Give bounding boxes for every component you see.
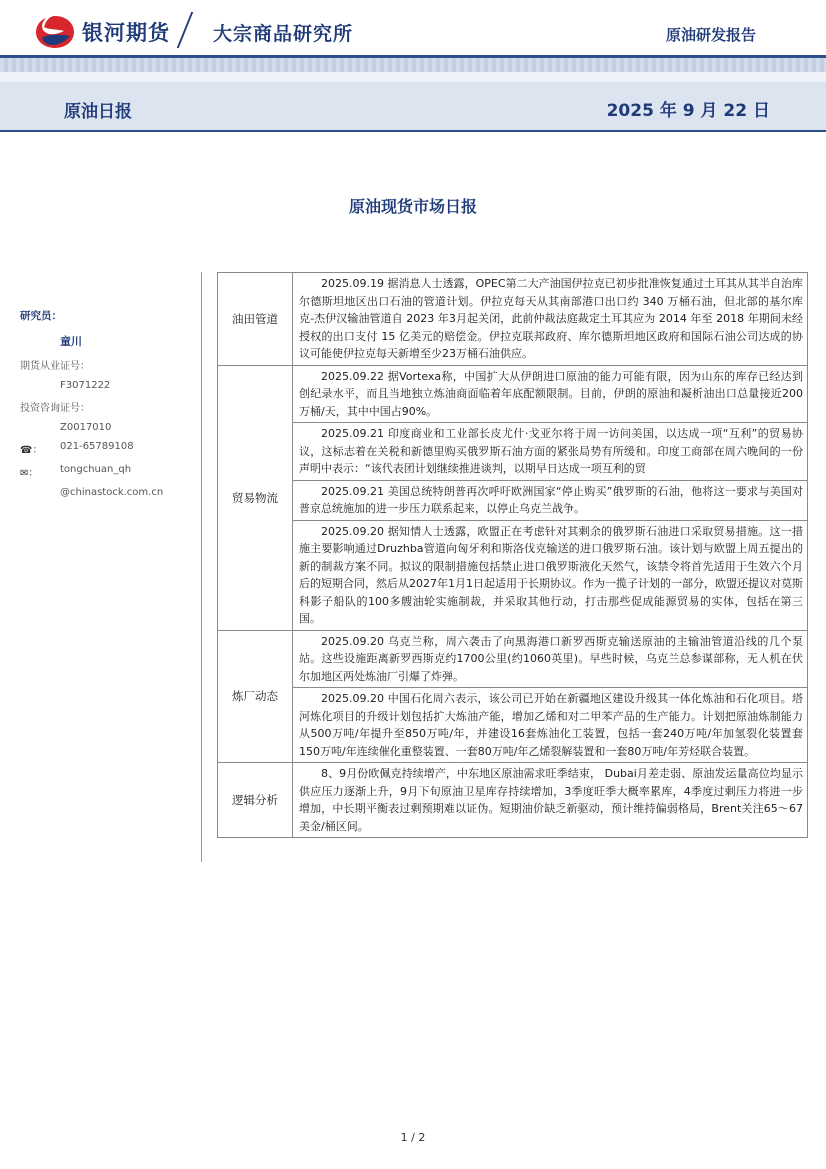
email-icon: ✉： <box>20 468 39 479</box>
table-row <box>218 688 808 763</box>
invest-cert-label: 投资咨询证号： <box>20 403 90 414</box>
category-refinery: 炼厂动态 <box>218 630 293 763</box>
table-row <box>218 763 808 838</box>
table-row <box>218 480 808 520</box>
table-row <box>218 520 808 630</box>
news-item: 2025.09.19 据消息人士透露，OPEC第二大产油国伊拉克已初步批准恢复通过土耳其从其半自治库尔德斯坦地区出口石油的管道计划。伊拉克每天从其南部港口出口约 340 万桶石油，但北部的基尔库克-杰伊汉输油管道自 2023 年3月起关闭，此前仲裁法庭裁定土耳其应为 2014 年至 2018 年期间未经授权的出口支付 15 亿美元的赔偿金。伊拉克联邦政府、库尔德斯坦地区政府和国际石油公司达成的协议可能使伊拉克每天新增至少23万桶石油供应。 <box>293 273 808 366</box>
news-item: 2025.09.21 印度商业和工业部长皮尤什·戈亚尔将于周一访问美国，以达成一项“互利”的贸易协议，这标志着在关税和新德里购买俄罗斯石油方面的紧张局势有所缓和。印度工商部在周六晚间的一份声明中表示：“该代表团计划继续推进谈判，以期早日达成一项互利的贸 <box>293 423 808 481</box>
table-row <box>218 273 808 366</box>
header-band <box>0 58 826 72</box>
news-item: 2025.09.20 中国石化周六表示，该公司已开始在新疆地区建设升级其一体化炼油和石化项目。塔河炼化项目的升级计划包括扩大炼油产能，增加乙烯和对二甲苯产品的生产能力。计划把原油炼制能力从500万吨/年提升至850万吨/年，并建设16套炼油化工装置，包括一套240万吨/年加氢裂化装置套150万吨/年连续催化重整装置、一套80万吨/年乙烯裂解装置和一套80万吨/年芳烃联合装置。 <box>293 688 808 763</box>
sidebar-divider <box>201 272 202 862</box>
page-number: 1 / 2 <box>400 1131 426 1144</box>
email-user: tongchuan_qh <box>60 464 132 475</box>
header-band-light <box>0 72 826 82</box>
galaxy-futures-logo-icon <box>34 14 76 50</box>
news-item: 8、9月份欧佩克持续增产，中东地区原油需求旺季结束， Dubai月差走弱、原油发运量高位均显示供应压力逐渐上升，9月下旬原油卫星库存持续增加，3季度旺季大概率累库，4季度过剩压力将进一步增加，中长期平衡表过剩预期难以证伪。短期油价缺乏新驱动，预计维持偏弱格局，Brent关注65～67美金/桶区间。 <box>293 763 808 838</box>
invest-cert-number: Z0017010 <box>60 422 112 433</box>
table-row <box>218 630 808 688</box>
news-item: 2025.09.20 据知情人士透露，欧盟正在考虑针对其剩余的俄罗斯石油进口采取贸易措施。这一措施主要影响通过Druzhba管道向匈牙利和斯洛伐克输送的进口俄罗斯石油。该计划与欧盟上周五提出的新的制裁方案不同。拟议的限制措施包括禁止进口俄罗斯液化天然气，该禁令将首先适用于生效六个月后的短期合同，然后从2027年1月1日起适用于长期协议。作为一揽子计划的一部分，欧盟还提议对莫斯科影子船队的100多艘油轮实施制裁，并采取其他行动，打击那些促成能源贸易的实体，包括在第三国。 <box>293 520 808 630</box>
report-type: 原油研发报告 <box>665 26 756 44</box>
table-row <box>218 365 808 423</box>
doc-title: 原油日报 <box>64 102 132 122</box>
author-sidebar <box>20 308 190 498</box>
researcher-label: 研究员： <box>20 310 62 322</box>
header-divider <box>177 12 194 48</box>
futures-cert-number: F3071222 <box>60 380 111 391</box>
table-row <box>218 423 808 481</box>
email-domain: @chinastock.com.cn <box>60 487 164 498</box>
institute-name: 大宗商品研究所 <box>213 23 354 45</box>
phone-number: 021-65789108 <box>60 441 134 452</box>
futures-cert-label: 期货从业证号： <box>20 361 90 372</box>
phone-icon: ☎： <box>20 445 43 456</box>
news-table <box>217 272 808 838</box>
news-item: 2025.09.22 据Vortexa称，中国扩大从伊朗进口原油的能力可能有限，因为山东的库存已经达到创纪录水平，而且当地独立炼油商面临着年底配额限制。目前，伊朗的原油和凝析油出口总量接近200万桶/天，其中中国占90%。 <box>293 365 808 423</box>
news-item: 2025.09.20 乌克兰称，周六袭击了向黑海港口新罗西斯克输送原油的主输油管道沿线的几个泵站。这些设施距离新罗西斯克约1700公里(约1060英里)。早些时候，乌克兰总参谋部称，无人机在伏尔加地区两处炼油厂引爆了炸弹。 <box>293 630 808 688</box>
news-item: 2025.09.21 美国总统特朗普再次呼吁欧洲国家“停止购买”俄罗斯的石油，他将这一要求与美国对普京总统施加的进一步压力联系起来，以停止乌克兰战争。 <box>293 480 808 520</box>
researcher-name: 童川 <box>60 335 82 348</box>
category-logic: 逻辑分析 <box>218 763 293 838</box>
category-oilfield: 油田管道 <box>218 273 293 366</box>
doc-date: 2025 年 9 月 22 日 <box>606 101 770 121</box>
page-title: 原油现货市场日报 <box>348 197 477 216</box>
brand-name: 银河期货 <box>82 21 170 45</box>
category-trade: 贸易物流 <box>218 365 293 630</box>
